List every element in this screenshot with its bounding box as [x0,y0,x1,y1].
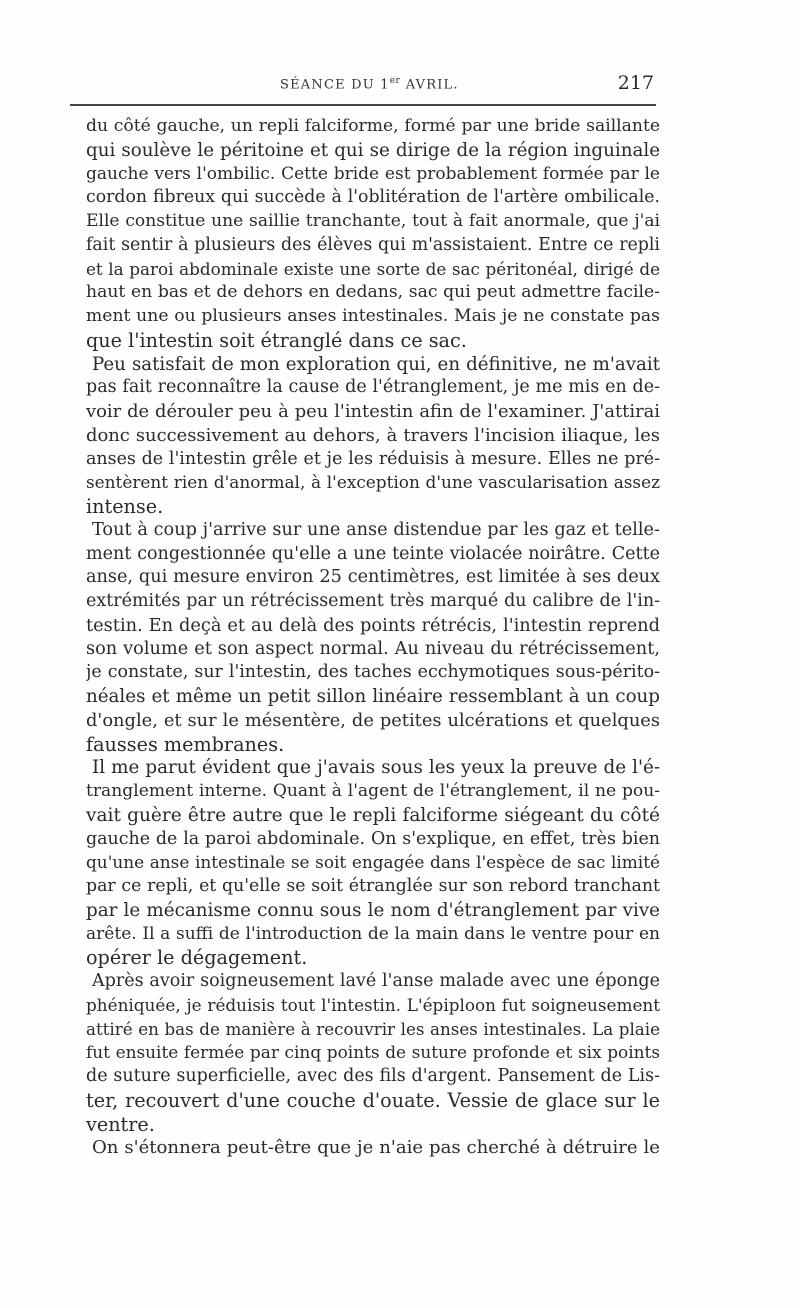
page-header [70,72,656,96]
text-line: haut en bas et de dehors en dedans, sac qui peut admettre facile- [86,282,660,303]
text-line: testin. En deçà et au delà des points rétrécis, l'intestin reprend [86,614,660,636]
text-line: Elle constitue une saillie tranchante, tout à fait anormale, que j'ai [86,211,660,231]
text-line: On s'étonnera peut-être que je n'aie pas cherché à détruire le [92,1137,660,1159]
text-line: je constate, sur l'intestin, des taches ecchymotiques sous-périto- [86,662,660,683]
text-line: intense. [86,495,164,518]
text-line: voir de dérouler peu à peu l'intestin afin de l'examiner. J'attirai [86,401,660,422]
running-head-text: SÉANCE DU 1 [280,77,390,93]
text-line: de suture superficielle, avec des fils d'argent. Pansement de Lis- [86,1066,660,1086]
text-line: fait sentir à plusieurs des élèves qui m'assistaient. Entre ce repli [86,234,660,255]
text-line: arête. Il a suffi de l'introduction de la main dans le ventre pour en [86,923,660,944]
text-line: qui soulève le péritoine et qui se dirige de la région inguinale [86,139,660,161]
text-line: que l'intestin soit étranglé dans ce sac. [86,328,467,352]
text-line: Tout à coup j'arrive sur une anse distendue par les gaz et telle- [92,519,660,540]
text-line: ment congestionnée qu'elle a une teinte violacée noirâtre. Cette [86,543,660,564]
text-line: gauche de la paroi abdominale. On s'explique, en effet, très bien [86,828,660,849]
text-line: du côté gauche, un repli falciforme, formé par une bride saillante [86,116,660,136]
body-text [86,115,660,1160]
text-line: fausses membranes. [86,732,285,756]
text-line: pas fait reconnaître la cause de l'étranglement, je me mis en de- [86,377,660,398]
text-line: gauche vers l'ombilic. Cette bride est probablement formée par le [86,163,660,184]
text-line: phéniquée, je réduisis tout l'intestin. L'épiploon fut soigneusement [86,994,660,1015]
text-line: opérer le dégagement. [86,946,308,970]
text-line: anse, qui mesure environ 25 centimètres, est limitée à ses deux [86,567,660,588]
text-line: d'ongle, et sur le mésentère, de petites ulcérations et quelques [86,709,660,731]
text-line: donc successivement au dehors, à travers l'incision iliaque, les [86,424,660,446]
running-head-month: AVRIL. [400,77,459,93]
text-line: cordon fibreux qui succède à l'oblitération de l'artère ombilicale. [86,187,660,208]
text-line: par le mécanisme connu sous le nom d'étranglement par vive [86,899,660,921]
text-line: anses de l'intestin grêle et je les réduisis à mesure. Elles ne pré- [86,448,660,469]
text-line: par ce repli, et qu'elle se soit étranglée sur son rebord tranchant [86,876,660,896]
text-line: son volume et son aspect normal. Au niveau du rétrécissement, [86,638,660,659]
text-line: attiré en bas de manière à recouvrir les anses intestinales. La plaie [86,1018,660,1039]
text-line: et la paroi abdominale existe une sorte de sac péritonéal, dirigé de [86,258,660,279]
text-line: Il me parut évident que j'avais sous les yeux la preuve de l'é- [92,757,660,779]
text-line: qu'une anse intestinale se soit engagée dans l'espèce de sac limité [86,852,660,873]
text-line: ventre. [86,1112,155,1136]
text-line: extrémités par un rétrécissement très marqué du calibre de l'in- [86,591,660,611]
text-line: tranglement interne. Quant à l'agent de l'étranglement, il ne pou- [86,781,660,801]
text-line: fut ensuite fermée par cinq points de suture profonde et six points [86,1042,660,1063]
running-head [280,76,459,92]
text-line: sentèrent rien d'anormal, à l'exception d'une vascularisation assez [86,472,660,493]
text-line: vait guère être autre que le repli falciforme siégeant du côté [86,804,660,826]
header-rule [70,104,656,106]
page-number: 217 [617,72,654,94]
text-line: Peu satisfait de mon exploration qui, en définitive, ne m'avait [92,353,660,375]
text-line: ter, recouvert d'une couche d'ouate. Vessie de glace sur le [86,1088,660,1112]
text-line: néales et même un petit sillon linéaire ressemblant à un coup [86,686,660,707]
running-head-superscript: er [389,76,401,86]
text-line: ment une ou plusieurs anses intestinales. Mais je ne constate pas [86,306,660,326]
text-line: Après avoir soigneusement lavé l'anse malade avec une éponge [92,971,660,991]
